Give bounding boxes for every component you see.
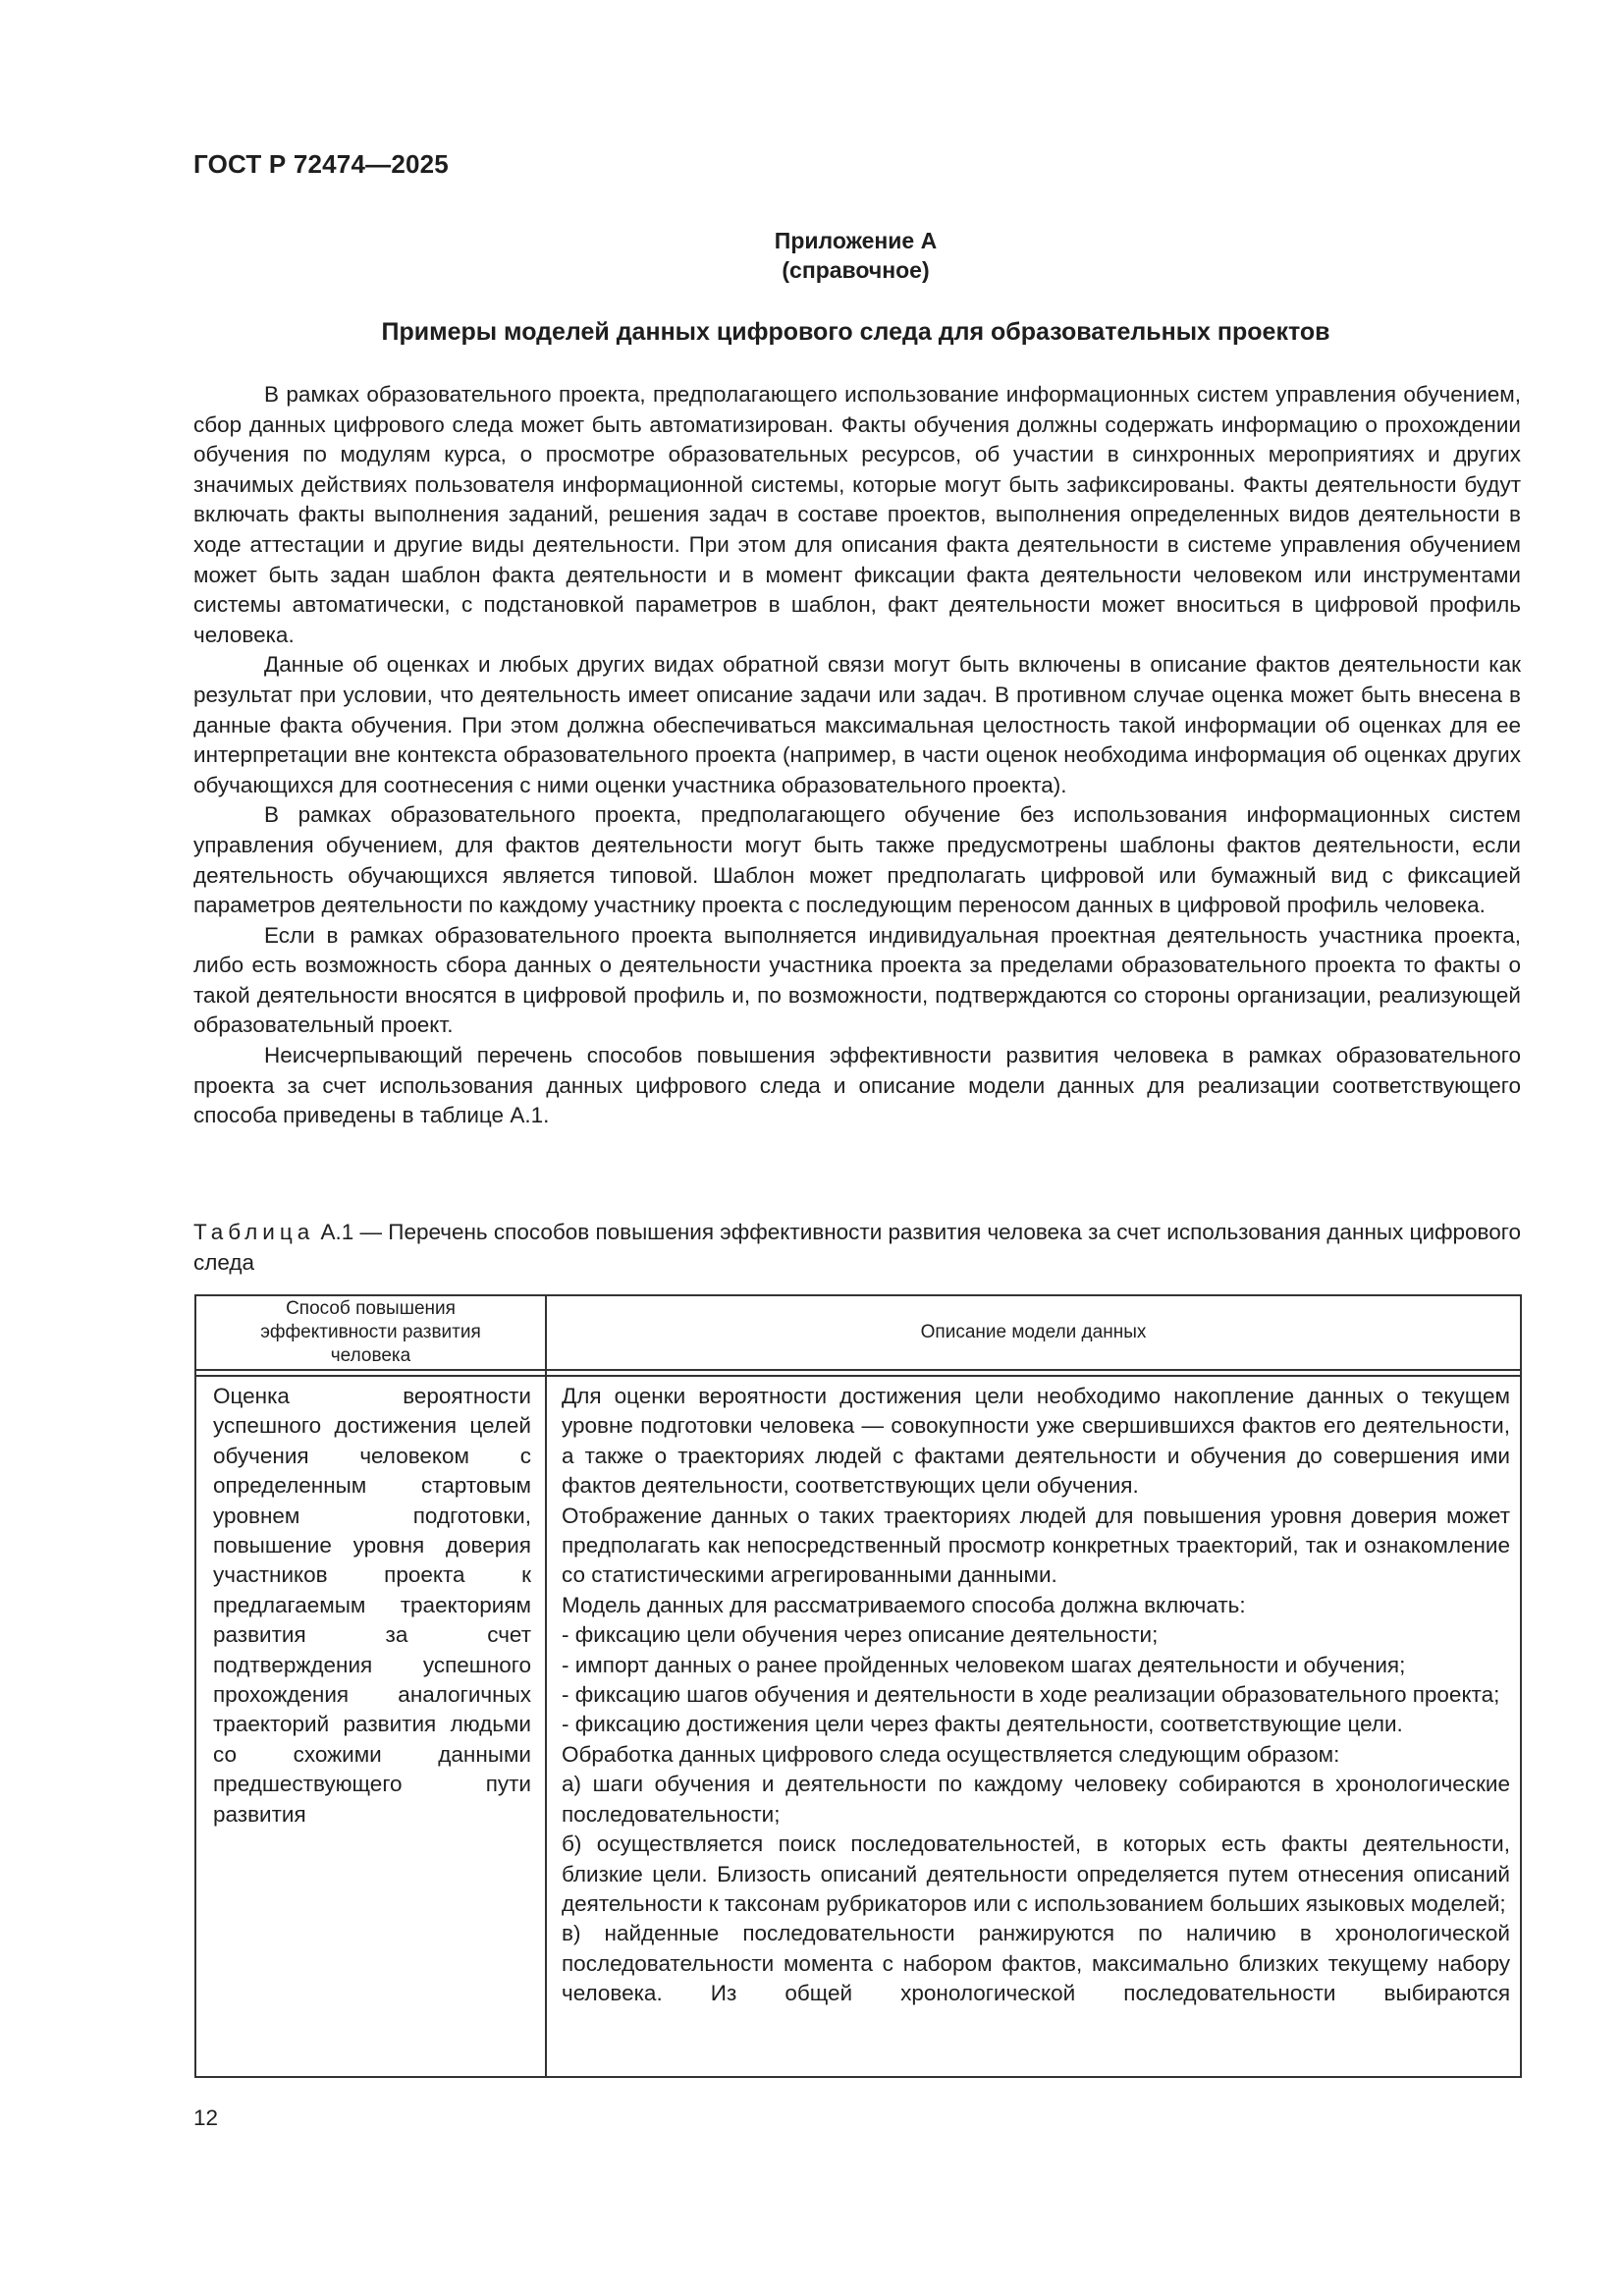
- paragraph: Неисчерпывающий перечень способов повышения эффективности развития человека в рамках образовательного проекта за счет использования данных цифрового следа и описание модели данных для реализации соответствующего способа приведены в таблице А.1.: [193, 1043, 1521, 1128]
- paragraph: Если в рамках образовательного проекта выполняется индивидуальная проектная деятельность участника проекта, либо есть возможность сбора данных о деятельности участника проекта за пределами образовательного проекта то факты о такой деятельности вносятся в цифровой профиль и, по возможности, подтверждаются со стороны организации, реализующей образовательный проект.: [193, 922, 1521, 1038]
- data-model-table: [194, 1294, 1522, 2078]
- table-header-description-text: Описание модели данных: [920, 1322, 1147, 1342]
- paragraph: Данные об оценках и любых других видах обратной связи могут быть включены в описание фактов деятельности как результат при условии, что деятельность имеет описание задачи или задач. В противном случае оценка может быть внесена в данные факта обучения. При этом должна обеспечиваться максимальная целостность такой информации об оценках для ее интерпретации вне контекста образовательного проекта (например, в части оценок необходима информация об оценках других обучающихся для соотнесения с ними оценки участника образовательного проекта).: [193, 652, 1521, 797]
- description-list-item: - импорт данных о ранее пройденных человеком шагах деятельности и обучения;: [562, 1652, 1406, 1677]
- table-header-divider: [196, 1369, 1520, 1371]
- section-title-text: Примеры моделей данных цифрового следа для образовательных проектов: [381, 318, 1330, 346]
- table-header-divider-double: [196, 1375, 1520, 1377]
- description-paragraph: Отображение данных о таких траекториях людей для повышения уровня доверия может предполагать как непосредственный просмотр конкретных траекторий, так и ознакомление со статистическими агрегированными данными.: [562, 1503, 1510, 1588]
- standard-number: ГОСТ Р 72474—2025: [193, 149, 449, 179]
- appendix-heading: [0, 226, 1623, 285]
- appendix-title: Приложение А: [774, 228, 938, 253]
- description-paragraph: Модель данных для рассматриваемого способа должна включать:: [562, 1592, 1246, 1617]
- table-cell-method: Оценка вероятности успешного достижения целей обучения человеком с определенным стартовым уровнем подготовки, повышение уровня доверия участников проекта к предлагаемым траекториям развития за счет подтверждения успешного прохождения аналогичных траекторий развития людьми со схожими данными предшествующего пути развития: [213, 1384, 531, 1827]
- page-number: 12: [193, 2105, 219, 2130]
- appendix-subtitle: (справочное): [782, 257, 930, 283]
- description-list-item: - фиксацию цели обучения через описание деятельности;: [562, 1622, 1159, 1648]
- paragraph: В рамках образовательного проекта, предполагающего использование информационных систем управления обучением, сбор данных цифрового следа может быть автоматизирован. Факты обучения должны содержать информацию о прохождении обучения по модулям курса, о просмотре образовательных ресурсов, об участии в синхронных мероприятиях и других значимых действиях пользователя информационной системы, которые могут быть зафиксированы. Факты деятельности будут включать факты выполнения заданий, решения задач в составе проектов, выполнения определенных видов деятельности в ходе аттестации и другие виды деятельности. При этом для описания факта деятельности в системе управления обучением может быть задан шаблон факта деятельности и в момент фиксации факта деятельности человеком или инструментами системы автоматически, с подстановкой параметров в шаблон, факт деятельности может вноситься в цифровой профиль человека.: [193, 382, 1521, 647]
- description-paragraph: Обработка данных цифрового следа осуществляется следующим образом:: [562, 1741, 1340, 1767]
- table-caption: [193, 1218, 1521, 1278]
- description-step: в) найденные последовательности ранжируются по наличию в хронологической последовательности момента с набором фактов, максимально близких текущему набору человека. Из общей хронологической последовательности выбираются: [562, 1921, 1510, 2006]
- description-paragraph: Для оценки вероятности достижения цели необходимо накопление данных о текущем уровне подготовки человека — совокупности уже свершившихся фактов его деятельности, а также о траекториях людей с фактами деятельности и обучения до совершения ими фактов деятельности, соответствующих цели обучения.: [562, 1384, 1510, 1499]
- table-caption-text: А.1 — Перечень способов повышения эффективности развития человека за счет использования данных цифрового следа: [193, 1220, 1521, 1275]
- section-title: [0, 318, 1623, 347]
- description-step: б) осуществляется поиск последовательностей, в которых есть факты деятельности, близкие цели. Близость описаний деятельности определяется путем отнесения описаний деятельности к таксонам рубрикаторов или с использованием больших языковых моделей;: [562, 1831, 1510, 1916]
- table-header-description: [547, 1296, 1520, 1369]
- table-cell-description: [562, 1382, 1510, 2009]
- paragraph: В рамках образовательного проекта, предполагающего обучение без использования информационных систем управления обучением, для фактов деятельности могут быть также предусмотрены шаблоны фактов деятельности, если деятельность обучающихся является типовой. Шаблон может предполагать цифровой или бумажный вид с фиксацией параметров деятельности по каждому участнику проекта с последующим переносом данных в цифровой профиль человека.: [193, 802, 1521, 918]
- body-text: [193, 380, 1521, 1131]
- description-list-item: - фиксацию достижения цели через факты деятельности, соответствующие цели.: [562, 1712, 1403, 1737]
- table-caption-label: Таблица: [193, 1220, 315, 1244]
- table-header-method-text: Способ повышения эффективности развития человека: [260, 1298, 481, 1366]
- table-header-method: [196, 1296, 545, 1369]
- table-column-divider: [545, 1296, 547, 2076]
- description-list-item: - фиксацию шагов обучения и деятельности в ходе реализации образовательного проекта;: [562, 1682, 1500, 1708]
- description-step: а) шаги обучения и деятельности по каждому человеку собираются в хронологические последовательности;: [562, 1772, 1510, 1827]
